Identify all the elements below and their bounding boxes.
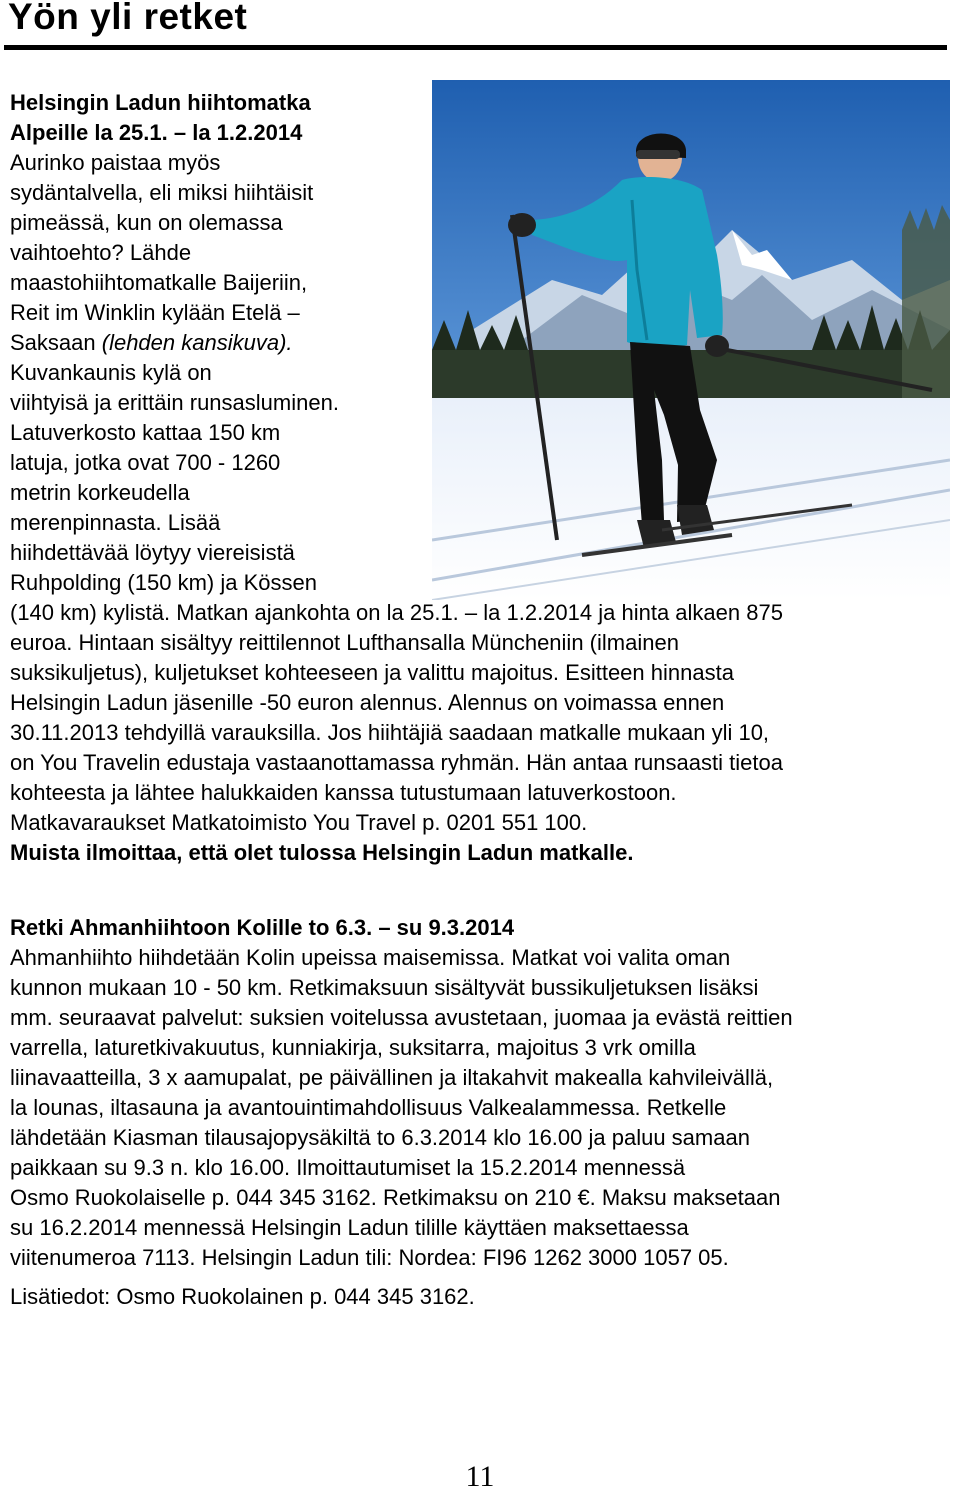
- saksaan-text: Saksaan: [10, 330, 96, 355]
- trip1-line: viihtyisä ja erittäin runsasluminen.: [10, 390, 339, 415]
- trip2-line: Osmo Ruokolaiselle p. 044 345 3162. Retkimaksu on 210 €. Maksu maksetaan: [10, 1185, 781, 1210]
- trip2-line: mm. seuraavat palvelut: suksien voitelussa avustetaan, juomaa ja evästä reittien: [10, 1005, 793, 1030]
- trip1-line: latuja, jotka ovat 700 - 1260: [10, 450, 281, 475]
- trip1-full-line: on You Travelin edustaja vastaanottamassa ryhmän. Hän antaa runsaasti tietoa: [10, 750, 783, 775]
- skier-photo: [432, 80, 950, 600]
- trip2-heading: Retki Ahmanhiihtoon Kolille to 6.3. – su 9.3.2014: [10, 915, 515, 940]
- trip1-full-line: 30.11.2013 tehdyillä varauksilla. Jos hiihtäjiä saadaan matkalle mukaan yli 10,: [10, 720, 770, 745]
- trip1-full-line: Helsingin Ladun jäsenille -50 euron alennus. Alennus on voimassa ennen: [10, 690, 725, 715]
- trip1-line: Latuverkosto kattaa 150 km: [10, 420, 281, 445]
- trip1-full-line: (140 km) kylistä. Matkan ajankohta on la 25.1. – la 1.2.2014 ja hinta alkaen 875: [10, 600, 783, 625]
- trip2-line: la lounas, iltasauna ja avantouintimahdollisuus Valkealammessa. Retkelle: [10, 1095, 727, 1120]
- trip1-line: vaihtoehto? Lähde: [10, 240, 192, 265]
- trip1-full-line: Matkavaraukset Matkatoimisto You Travel p. 0201 551 100.: [10, 810, 588, 835]
- trip1-line: sydäntalvella, eli miksi hiihtäisit: [10, 180, 314, 205]
- trip1-full-line: euroa. Hintaan sisältyy reittilennot Lufthansalla Müncheniin (ilmainen: [10, 630, 679, 655]
- trip1-line: Aurinko paistaa myös: [10, 150, 221, 175]
- trip2-info: Lisätiedot: Osmo Ruokolainen p. 044 345 3162.: [10, 1284, 475, 1309]
- trip1-line: merenpinnasta. Lisää: [10, 510, 221, 535]
- trip2-line: paikkaan su 9.3 n. klo 16.00. Ilmoittautumiset la 15.2.2014 mennessä: [10, 1155, 686, 1180]
- trip2-line: liinavaatteilla, 3 x aamupalat, pe päivällinen ja iltakahvit makealla kahvileivällä,: [10, 1065, 774, 1090]
- trip1-line: pimeässä, kun on olemassa: [10, 210, 283, 235]
- trip1-line: Reit im Winklin kylään Etelä –: [10, 300, 300, 325]
- page-title: Yön yli retket: [8, 0, 248, 37]
- cover-photo-note: (lehden kansikuva).: [101, 330, 293, 355]
- trip2-line: su 16.2.2014 mennessä Helsingin Ladun tilille käyttäen maksettaessa: [10, 1215, 689, 1240]
- trip2-line: lähdetään Kiasman tilausajopysäkiltä to 6.3.2014 klo 16.00 ja paluu samaan: [10, 1125, 750, 1150]
- trip1-heading-line2: Alpeille la 25.1. – la 1.2.2014: [10, 120, 303, 145]
- trip1-line: hiihdettävää löytyy viereisistä: [10, 540, 295, 565]
- trip1-line: Kuvankaunis kylä on: [10, 360, 212, 385]
- trip1-full-line: suksikuljetus), kuljetukset kohteeseen ja valittu majoitus. Esitteen hinnasta: [10, 660, 734, 685]
- trip2-line: kunnon mukaan 10 - 50 km. Retkimaksuun sisältyvät bussikuljetuksen lisäksi: [10, 975, 759, 1000]
- trip2-line: Ahmanhiihto hiihdetään Kolin upeissa maisemissa. Matkat voi valita oman: [10, 945, 731, 970]
- trip1-line: Ruhpolding (150 km) ja Kössen: [10, 570, 317, 595]
- title-underline: [4, 45, 947, 50]
- trip1-full-line: kohteesta ja lähtee halukkaiden kanssa tutustumaan latuverkostoon.: [10, 780, 677, 805]
- trip1-line: metrin korkeudella: [10, 480, 190, 505]
- trip2-line: varrella, laturetkivakuutus, kunniakirja, suksitarra, majoitus 3 vrk omilla: [10, 1035, 696, 1060]
- trip2-line: viitenumeroa 7113. Helsingin Ladun tili: Nordea: FI96 1262 3000 1057 05.: [10, 1245, 729, 1270]
- trip1-heading-line1: Helsingin Ladun hiihtomatka: [10, 90, 311, 115]
- trip1-line-saksaan: [10, 328, 293, 358]
- page-number: 11: [465, 1460, 495, 1493]
- skier-illustration: [432, 80, 950, 600]
- trip1-reminder: Muista ilmoittaa, että olet tulossa Helsingin Ladun matkalle.: [10, 840, 634, 865]
- trip1-line: maastohiihtomatkalle Baijeriin,: [10, 270, 308, 295]
